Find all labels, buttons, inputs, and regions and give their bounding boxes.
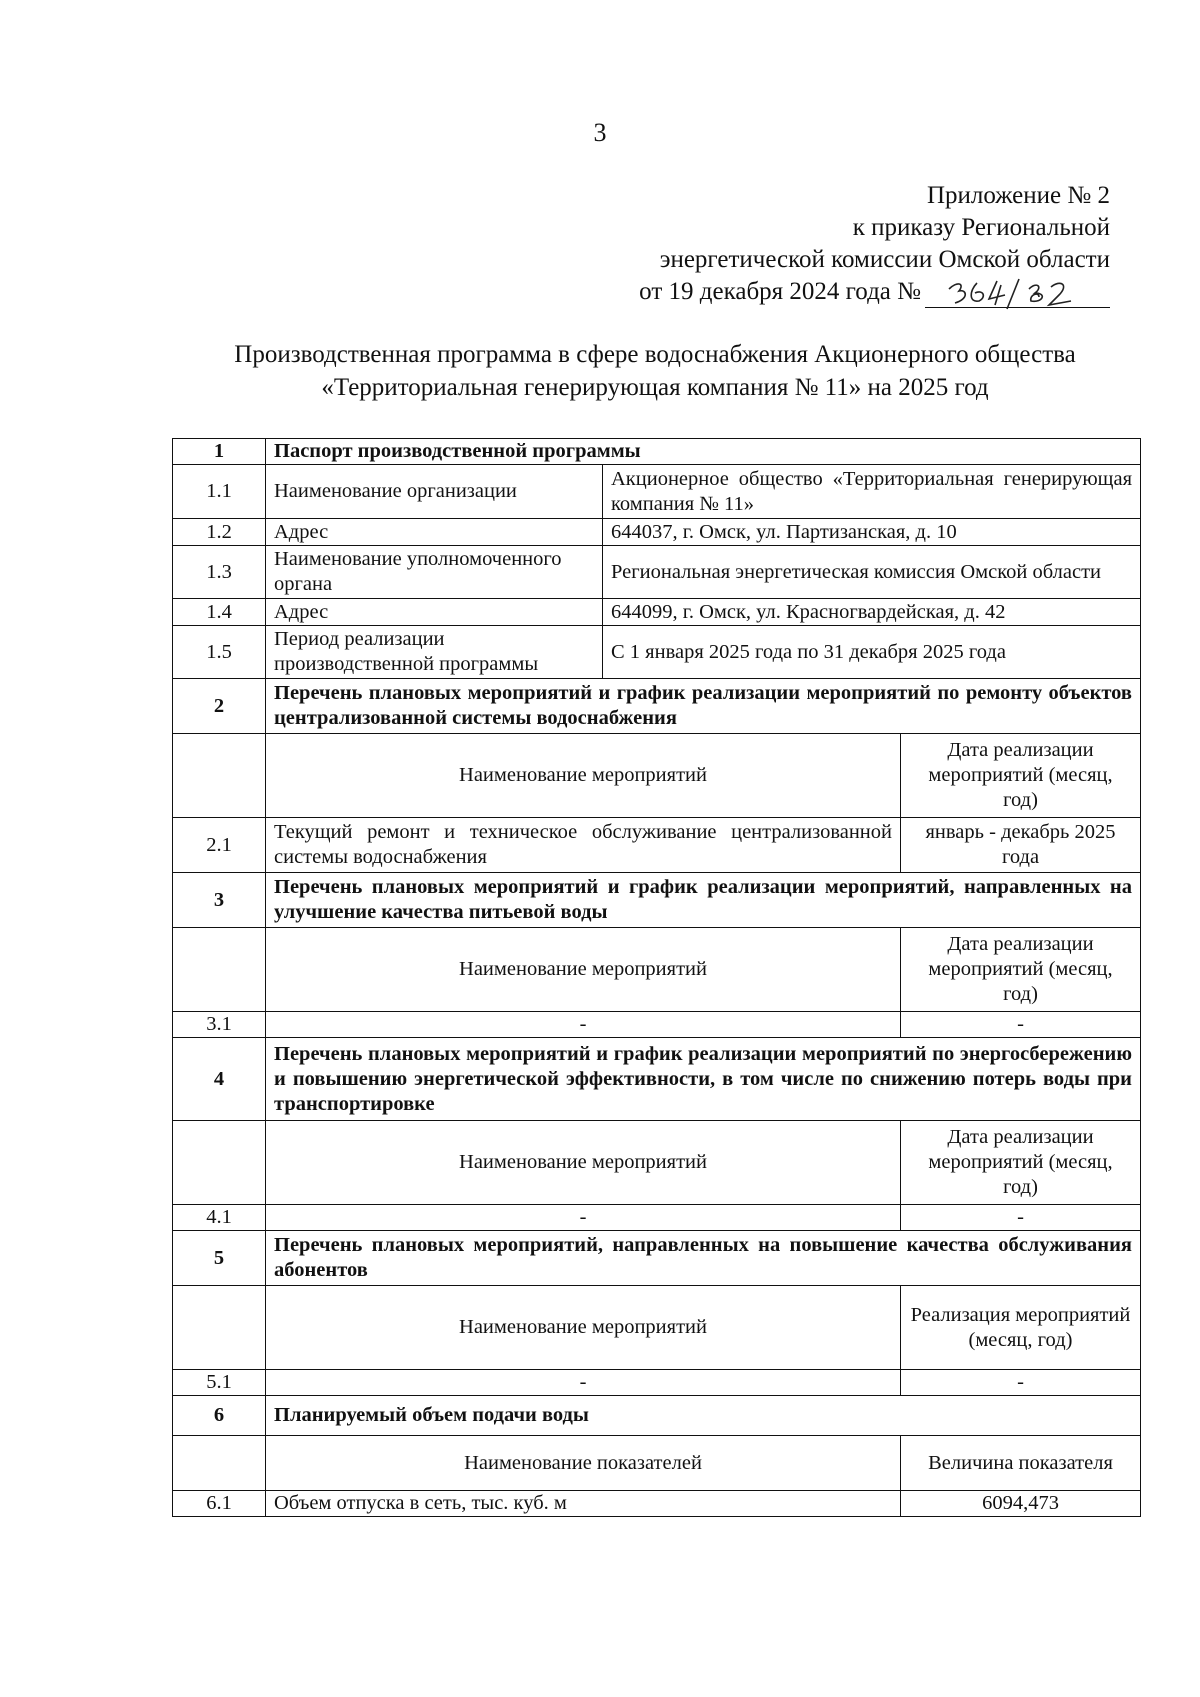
column-header-name: Наименование мероприятий [266, 1286, 901, 1370]
table-row [173, 599, 1141, 626]
column-header-date: Дата реализации мероприятий (месяц, год) [901, 734, 1141, 818]
column-header-row [173, 1121, 1141, 1205]
row-label: Наименование уполномоченного органа [266, 546, 603, 599]
title-line-2: «Территориальная генерирующая компания № 11» на 2025 год [321, 374, 989, 401]
table-row [173, 546, 1141, 599]
section-title: Перечень плановых мероприятий и график реализации мероприятий по энергосбережению и повышению энергетической эффективности, в том числе по снижению потерь воды при транспортировке [266, 1038, 1141, 1121]
row-number: 1.4 [173, 599, 266, 626]
table-row [173, 519, 1141, 546]
row-number: 6.1 [173, 1491, 266, 1517]
section-2-header [173, 679, 1141, 734]
table-row [173, 1205, 1141, 1231]
row-date: - [901, 1012, 1141, 1038]
column-header-value: Величина показателя [901, 1436, 1141, 1491]
table-row [173, 465, 1141, 519]
row-number: 1.1 [173, 465, 266, 519]
table-row [173, 1370, 1141, 1396]
row-name: - [266, 1205, 901, 1231]
row-name: Текущий ремонт и техническое обслуживание централизованной системы водоснабжения [266, 818, 901, 873]
column-header-date: Дата реализации мероприятий (месяц, год) [901, 1121, 1141, 1205]
section-4-header [173, 1038, 1141, 1121]
row-date: - [901, 1205, 1141, 1231]
row-value: С 1 января 2025 года по 31 декабря 2025 года [603, 626, 1141, 679]
column-header-name: Наименование мероприятий [266, 734, 901, 818]
section-title: Перечень плановых мероприятий, направленных на повышение качества обслуживания абонентов [266, 1231, 1141, 1286]
appendix-date-text: от 19 декабря 2024 года № [639, 278, 921, 305]
section-6-header [173, 1396, 1141, 1436]
row-date: январь - декабрь 2025 года [901, 818, 1141, 873]
section-number: 2 [173, 679, 266, 734]
table-row [173, 1491, 1141, 1517]
row-value: 6094,473 [901, 1491, 1141, 1517]
row-number: 1.5 [173, 626, 266, 679]
appendix-line-2: к приказу Региональной [852, 214, 1110, 241]
column-header-name: Наименование показателей [266, 1436, 901, 1491]
section-number: 1 [173, 439, 266, 465]
section-number: 4 [173, 1038, 266, 1121]
document-title [160, 338, 1150, 404]
row-name: - [266, 1370, 901, 1396]
column-header-row [173, 1286, 1141, 1370]
appendix-line-1: Приложение № 2 [926, 182, 1110, 209]
row-value: Акционерное общество «Территориальная генерирующая компания № 11» [603, 465, 1141, 519]
row-label: Период реализации производственной программы [266, 626, 603, 679]
row-number: 2.1 [173, 818, 266, 873]
section-5-header [173, 1231, 1141, 1286]
title-line-1: Производственная программа в сфере водоснабжения Акционерного общества [234, 341, 1076, 368]
row-value: 644037, г. Омск, ул. Партизанская, д. 10 [603, 519, 1141, 546]
column-header-row [173, 734, 1141, 818]
row-number: 4.1 [173, 1205, 266, 1231]
row-name: - [266, 1012, 901, 1038]
column-header-date: Дата реализации мероприятий (месяц, год) [901, 928, 1141, 1012]
section-title: Планируемый объем подачи воды [266, 1396, 1141, 1436]
section-number: 3 [173, 873, 266, 928]
section-title: Перечень плановых мероприятий и график реализации мероприятий по ремонту объектов централизованной системы водоснабжения [266, 679, 1141, 734]
appendix-header [639, 180, 1110, 308]
page-number: 3 [593, 118, 607, 147]
table-row [173, 818, 1141, 873]
row-label: Адрес [266, 599, 603, 626]
row-number: 1.2 [173, 519, 266, 546]
column-header-date: Реализация мероприятий (месяц, год) [901, 1286, 1141, 1370]
row-value: Региональная энергетическая комиссия Омской области [603, 546, 1141, 599]
section-title: Паспорт производственной программы [266, 439, 1141, 465]
row-number: 5.1 [173, 1370, 266, 1396]
column-header-name: Наименование мероприятий [266, 928, 901, 1012]
production-program-table [172, 438, 1141, 1517]
appendix-line-3: энергетической комиссии Омской области [659, 246, 1110, 273]
table-row [173, 626, 1141, 679]
row-value: 644099, г. Омск, ул. Красногвардейская, д. 42 [603, 599, 1141, 626]
appendix-line-4 [639, 276, 1110, 308]
section-1-header [173, 439, 1141, 465]
section-title: Перечень плановых мероприятий и график реализации мероприятий, направленных на улучшение качества питьевой воды [266, 873, 1141, 928]
row-number: 3.1 [173, 1012, 266, 1038]
handwritten-order-number [925, 281, 1110, 308]
column-header-row [173, 1436, 1141, 1491]
handwritten-signature-icon [943, 275, 1093, 313]
row-label: Адрес [266, 519, 603, 546]
row-name: Объем отпуска в сеть, тыс. куб. м [266, 1491, 901, 1517]
section-number: 5 [173, 1231, 266, 1286]
row-number: 1.3 [173, 546, 266, 599]
column-header-row [173, 928, 1141, 1012]
column-header-name: Наименование мероприятий [266, 1121, 901, 1205]
row-label: Наименование организации [266, 465, 603, 519]
section-number: 6 [173, 1396, 266, 1436]
table-row [173, 1012, 1141, 1038]
row-date: - [901, 1370, 1141, 1396]
section-3-header [173, 873, 1141, 928]
